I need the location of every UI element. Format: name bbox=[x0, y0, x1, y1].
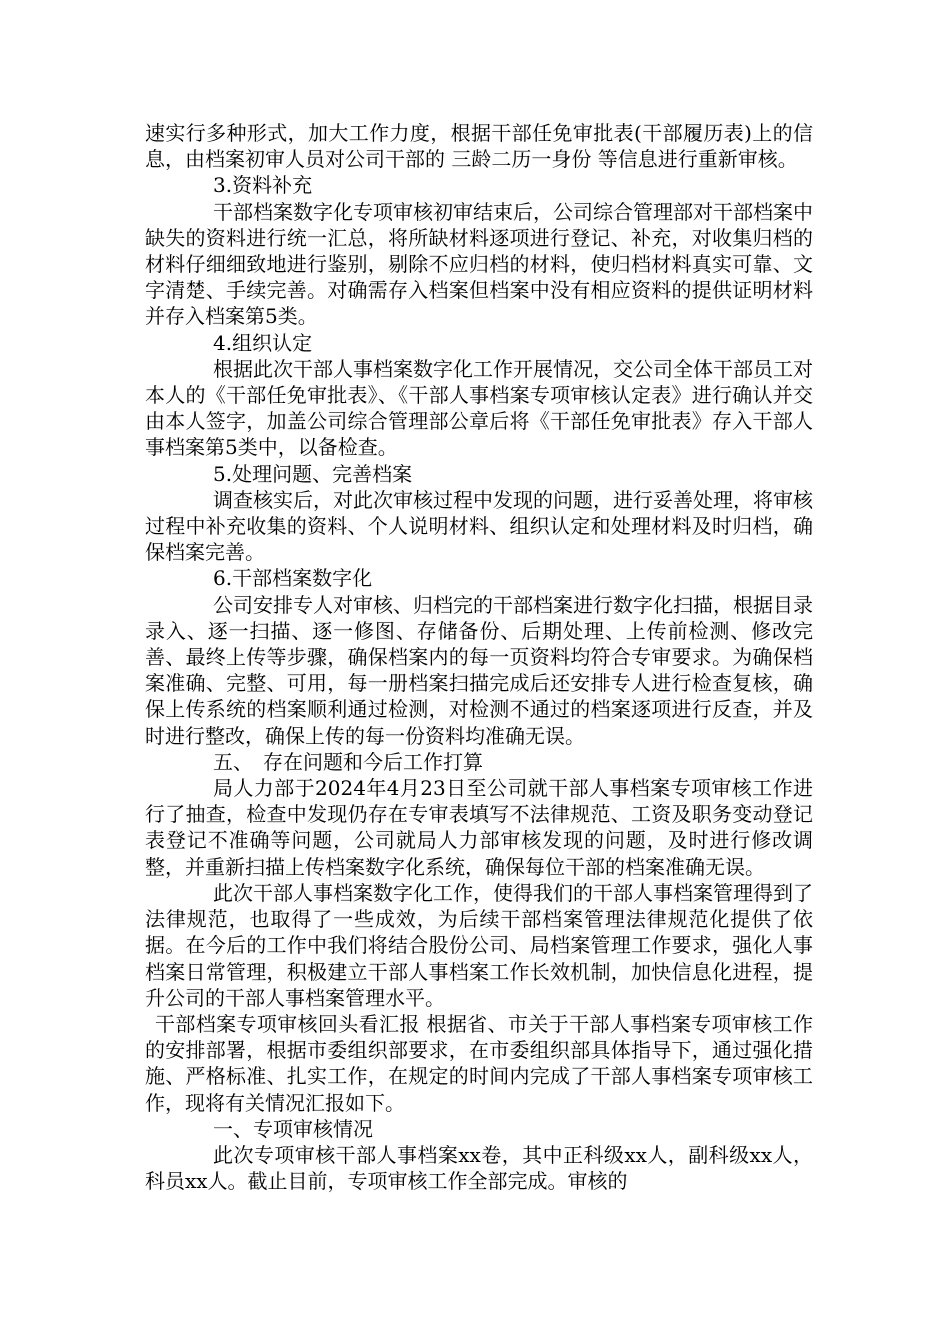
document-body bbox=[145, 120, 813, 1194]
section-heading-one: 一、专项审核情况 bbox=[213, 1116, 373, 1141]
section-heading-6: 6.干部档案数字化 bbox=[213, 566, 373, 591]
paragraph: 根据此次干部人事档案数字化工作开展情况，交公司全体干部员工对本人的《干部任免审批表》、《干部人事档案专项审核认定表》进行确认并交由本人签字，加盖公司综合管理部公章后将《干部任免审批表》存入干部人事档案第5类中，以备检查。 bbox=[145, 356, 813, 460]
paragraph: 调查核实后，对此次审核过程中发现的问题，进行妥善处理，将审核过程中补充收集的资料、个人说明材料、组织认定和处理材料及时归档，确保档案完善。 bbox=[145, 487, 813, 565]
paragraph: 公司安排专人对审核、归档完的干部档案进行数字化扫描，根据目录录入、逐一扫描、逐一修图、存储备份、后期处理、上传前检测、修改完善、最终上传等步骤，确保档案内的每一页资料均符合专审要求。为确保档案准确、完整、可用，每一册档案扫描完成后还安排专人进行检查复核，确保上传系统的档案顺利通过检测，对检测不通过的档案逐项进行反查，并及时进行整改，确保上传的每一份资料均准确无误。 bbox=[145, 592, 813, 748]
paragraph: 此次专项审核干部人事档案xx卷，其中正科级xx人，副科级xx人，科员xx人。截止目前，专项审核工作全部完成。审核的 bbox=[145, 1142, 813, 1194]
paragraph: 此次干部人事档案数字化工作，使得我们的干部人事档案管理得到了法律规范，也取得了一些成效，为后续干部档案管理法律规范化提供了依据。在今后的工作中我们将结合股份公司、局档案管理工作要求，强化人事档案日常管理，积极建立干部人事档案工作长效机制，加快信息化进程，提升公司的干部人事档案管理水平。 bbox=[145, 880, 813, 1010]
paragraph-continuation: 速实行多种形式，加大工作力度，根据干部任免审批表(干部履历表)上的信息，由档案初审人员对公司干部的 三龄二历一身份 等信息进行重新审核。 bbox=[145, 121, 813, 172]
paragraph: 干部档案数字化专项审核初审结束后，公司综合管理部对干部档案中缺失的资料进行统一汇总，将所缺材料逐项进行登记、补充，对收集归档的材料仔细细致地进行鉴别，剔除不应归档的材料，使归档材料真实可靠、文字清楚、手续完善。对确需存入档案但档案中没有相应资料的提供证明材料并存入档案第5类。 bbox=[145, 199, 813, 329]
section-heading-5: 5.处理问题、完善档案 bbox=[213, 461, 413, 486]
section-heading-3: 3.资料补充 bbox=[213, 173, 313, 198]
paragraph-report-intro: 干部档案专项审核回头看汇报 根据省、市关于干部人事档案专项审核工作的安排部署，根据市委组织部要求，在市委组织部具体指导下，通过强化措施、严格标准、扎实工作，在规定的时间内完成了干部人事档案专项审核工作，现将有关情况汇报如下。 bbox=[145, 1011, 813, 1115]
section-heading-five: 五、 存在问题和今后工作打算 bbox=[213, 749, 483, 774]
paragraph: 局人力部于2024年4月23日至公司就干部人事档案专项审核工作进行了抽查，检查中发现仍存在专审表填写不法律规范、工资及职务变动登记表登记不准确等问题，公司就局人力部审核发现的问题，及时进行修改调整，并重新扫描上传档案数字化系统，确保每位干部的档案准确无误。 bbox=[145, 776, 813, 879]
section-heading-4: 4.组织认定 bbox=[213, 330, 313, 355]
